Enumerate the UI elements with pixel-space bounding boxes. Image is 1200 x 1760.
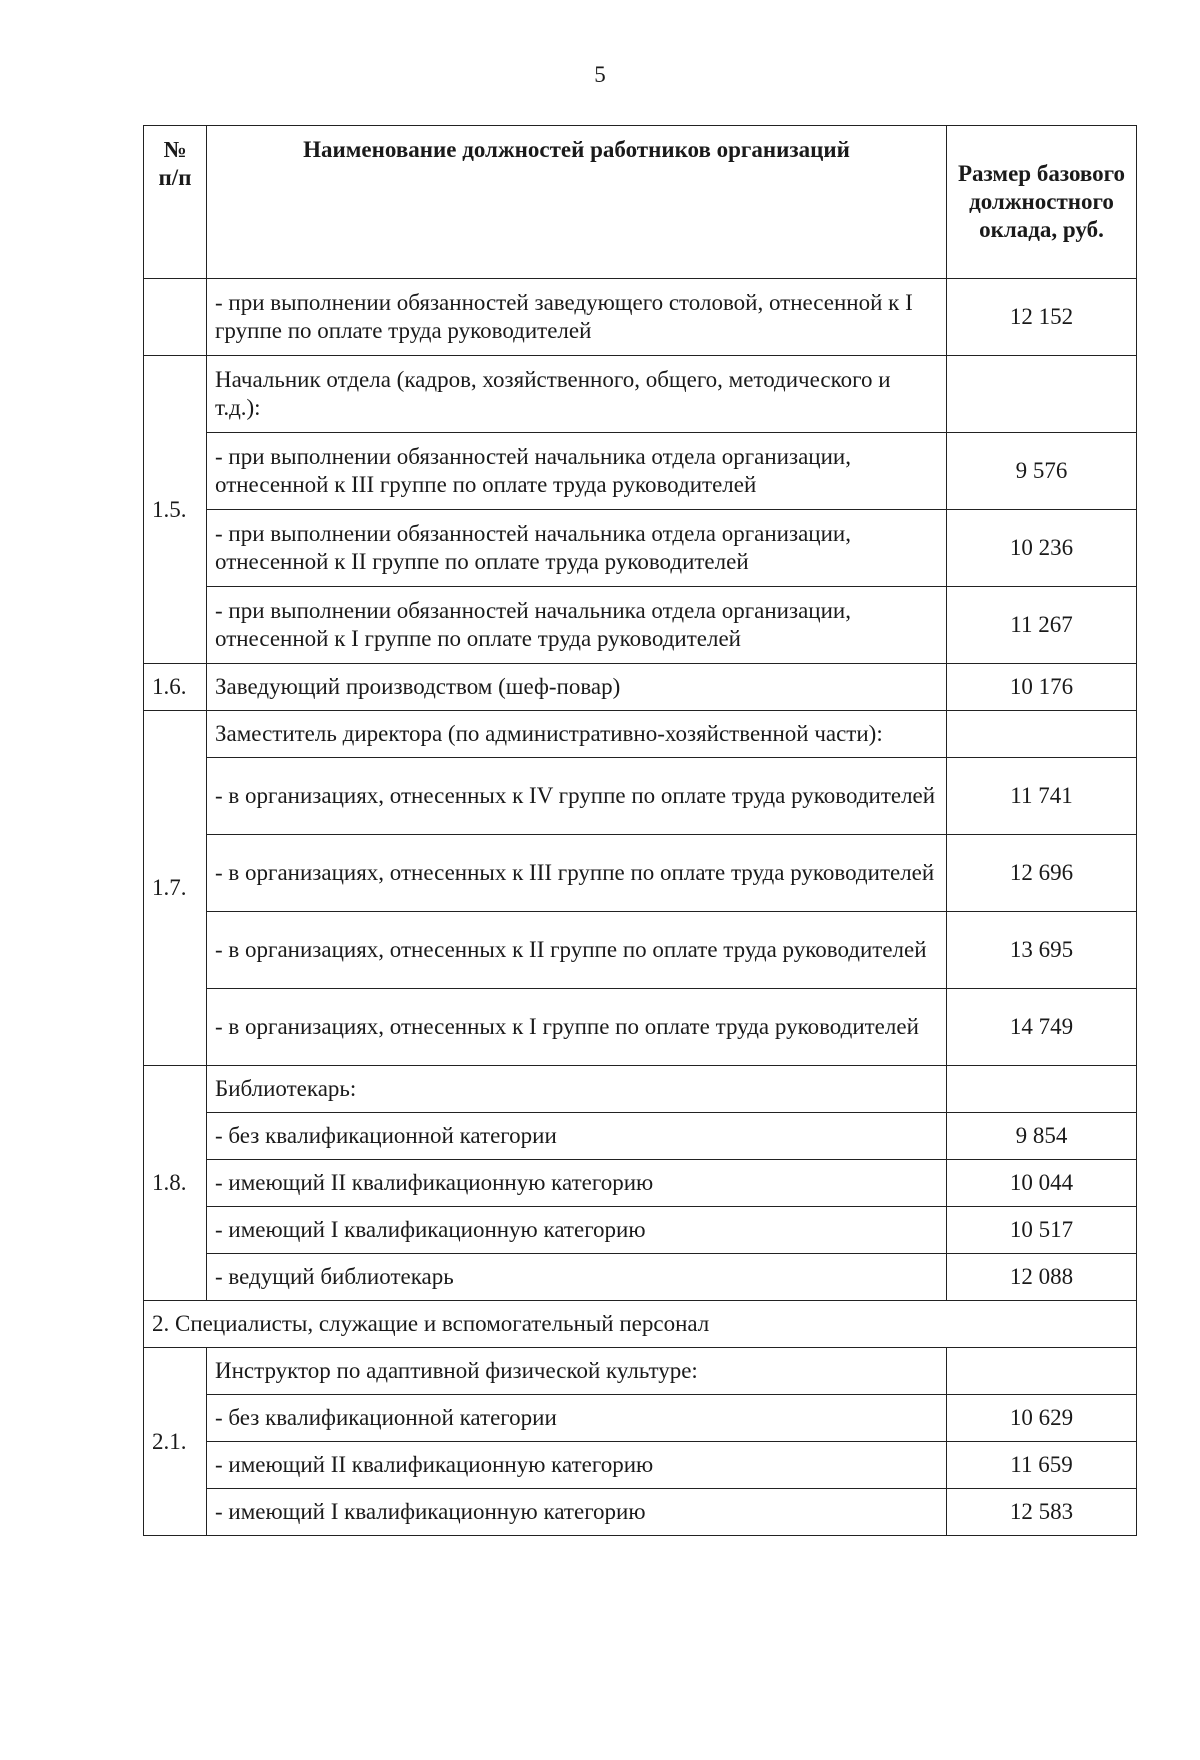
- row-number: 2.1.: [144, 1348, 207, 1536]
- salary-value: [947, 356, 1137, 433]
- table-row: [144, 835, 1137, 912]
- table-row: [144, 1160, 1137, 1207]
- header-base-salary: Размер базового должностного оклада, руб.: [947, 126, 1137, 279]
- salary-value: 11 659: [947, 1442, 1137, 1489]
- salary-value: 12 696: [947, 835, 1137, 912]
- position-name: - ведущий библиотекарь: [207, 1254, 947, 1301]
- table-row: [144, 989, 1137, 1066]
- position-name: - в организациях, отнесенных к III группе по оплате труда руководителей: [207, 835, 947, 912]
- position-name: - в организациях, отнесенных к I группе по оплате труда руководителей: [207, 989, 947, 1066]
- salary-value: 12 152: [947, 279, 1137, 356]
- page-number: 5: [594, 62, 606, 87]
- position-name: Заведующий производством (шеф-повар): [207, 664, 947, 711]
- table-row: [144, 356, 1137, 433]
- table-row: [144, 279, 1137, 356]
- position-name: - имеющий I квалификационную категорию: [207, 1489, 947, 1536]
- row-number: 1.6.: [144, 664, 207, 711]
- salary-value: 11 741: [947, 758, 1137, 835]
- salary-value: 12 088: [947, 1254, 1137, 1301]
- section-heading: 2. Специалисты, служащие и вспомогательный персонал: [144, 1301, 1137, 1348]
- position-name: - без квалификационной категории: [207, 1395, 947, 1442]
- table-row: [144, 912, 1137, 989]
- table-row: [144, 1113, 1137, 1160]
- section-row: [144, 1301, 1137, 1348]
- table-row: [144, 664, 1137, 711]
- salary-value: [947, 711, 1137, 758]
- position-name: - при выполнении обязанностей заведующего столовой, отнесенной к I группе по оплате труда руководителей: [207, 279, 947, 356]
- row-number: [144, 279, 207, 356]
- position-name: - имеющий II квалификационную категорию: [207, 1160, 947, 1207]
- salary-value: 11 267: [947, 587, 1137, 664]
- salary-value: 10 176: [947, 664, 1137, 711]
- salary-value: 13 695: [947, 912, 1137, 989]
- salary-value: 10 236: [947, 510, 1137, 587]
- table-row: [144, 433, 1137, 510]
- table-row: [144, 510, 1137, 587]
- position-name: - при выполнении обязанностей начальника отдела организации, отнесенной к I группе по оплате труда руководителей: [207, 587, 947, 664]
- table-row: [144, 1489, 1137, 1536]
- position-name: Заместитель директора (по административно-хозяйственной части):: [207, 711, 947, 758]
- salary-value: [947, 1066, 1137, 1113]
- salary-value: 9 576: [947, 433, 1137, 510]
- position-name: - в организациях, отнесенных к IV группе по оплате труда руководителей: [207, 758, 947, 835]
- header-position-name: Наименование должностей работников организаций: [207, 126, 947, 279]
- table-row: [144, 1395, 1137, 1442]
- salary-value: 10 044: [947, 1160, 1137, 1207]
- row-number: 1.7.: [144, 711, 207, 1066]
- position-name: - имеющий I квалификационную категорию: [207, 1207, 947, 1254]
- salary-value: 10 629: [947, 1395, 1137, 1442]
- position-name: Инструктор по адаптивной физической культуре:: [207, 1348, 947, 1395]
- table-row: [144, 711, 1137, 758]
- table-row: [144, 1066, 1137, 1113]
- position-name: Библиотекарь:: [207, 1066, 947, 1113]
- position-name: Начальник отдела (кадров, хозяйственного, общего, методического и т.д.):: [207, 356, 947, 433]
- position-name: - без квалификационной категории: [207, 1113, 947, 1160]
- table-row: [144, 1207, 1137, 1254]
- table-row: [144, 587, 1137, 664]
- salary-value: 12 583: [947, 1489, 1137, 1536]
- table-header-row: [144, 126, 1137, 279]
- row-number: 1.5.: [144, 356, 207, 664]
- position-name: - при выполнении обязанностей начальника отдела организации, отнесенной к III группе по оплате труда руководителей: [207, 433, 947, 510]
- salary-value: 10 517: [947, 1207, 1137, 1254]
- salary-value: [947, 1348, 1137, 1395]
- table-row: [144, 1348, 1137, 1395]
- position-name: - в организациях, отнесенных к II группе по оплате труда руководителей: [207, 912, 947, 989]
- header-number: № п/п: [144, 126, 207, 279]
- row-number: 1.8.: [144, 1066, 207, 1301]
- table-row: [144, 1442, 1137, 1489]
- position-name: - имеющий II квалификационную категорию: [207, 1442, 947, 1489]
- salary-table: [143, 125, 1137, 1536]
- table-row: [144, 758, 1137, 835]
- position-name: - при выполнении обязанностей начальника отдела организации, отнесенной к II группе по оплате труда руководителей: [207, 510, 947, 587]
- salary-value: 9 854: [947, 1113, 1137, 1160]
- table-row: [144, 1254, 1137, 1301]
- salary-value: 14 749: [947, 989, 1137, 1066]
